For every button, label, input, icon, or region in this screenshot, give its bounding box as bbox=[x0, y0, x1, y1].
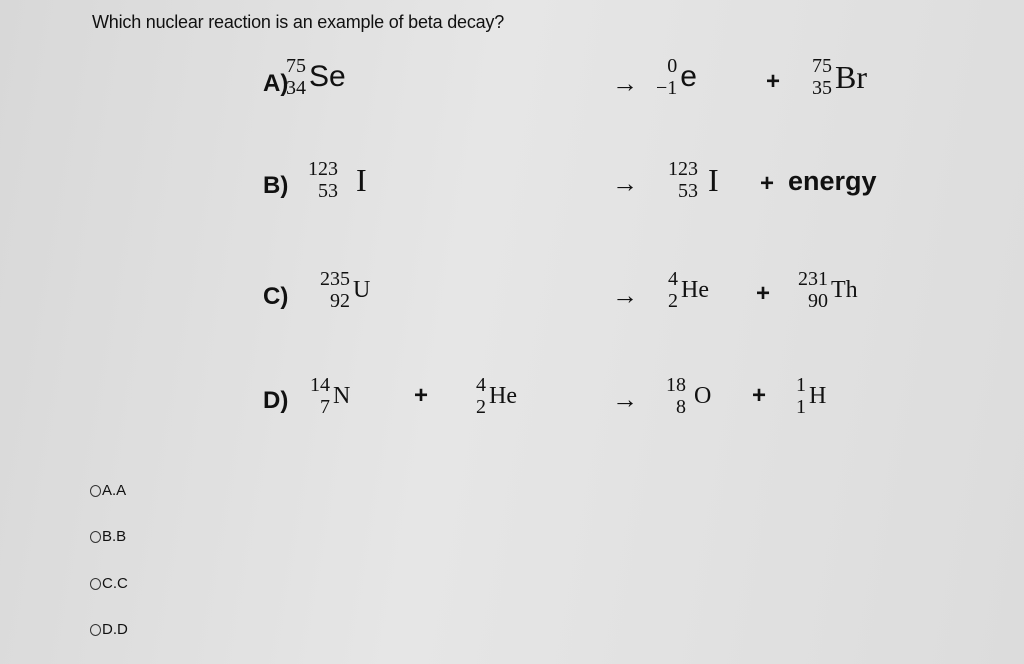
mass-number: 18 bbox=[666, 374, 686, 396]
atomic-number: 34 bbox=[286, 77, 306, 99]
element-symbol: O bbox=[694, 382, 712, 409]
atomic-number: 92 bbox=[330, 290, 350, 312]
plus-sign: + bbox=[414, 382, 429, 409]
element-symbol: N bbox=[333, 382, 351, 409]
mass-number: 123 bbox=[308, 158, 338, 180]
mass-number: 75 bbox=[286, 55, 306, 77]
nuclide-i-123 bbox=[308, 158, 367, 202]
reaction-letter-a: A) bbox=[263, 70, 289, 97]
choice-label: C.C bbox=[102, 575, 128, 592]
plus-sign: + bbox=[760, 170, 775, 197]
answer-choice-b[interactable] bbox=[90, 528, 126, 545]
plus-sign: + bbox=[766, 68, 781, 95]
element-symbol: e bbox=[680, 60, 697, 93]
plus-sign: + bbox=[756, 280, 771, 307]
answer-choice-c[interactable] bbox=[90, 575, 128, 592]
nuclide-br-75 bbox=[812, 55, 867, 99]
mass-number: 123 bbox=[668, 158, 698, 180]
nuclide-u-235 bbox=[320, 268, 370, 312]
radio-button[interactable] bbox=[90, 485, 101, 497]
atomic-number: 90 bbox=[808, 290, 828, 312]
answer-choice-a[interactable] bbox=[90, 482, 126, 499]
reaction-arrow: → bbox=[612, 168, 638, 198]
element-symbol: Th bbox=[831, 276, 858, 303]
atomic-number: 2 bbox=[476, 396, 486, 418]
radio-button[interactable] bbox=[90, 624, 101, 636]
nuclide-electron bbox=[656, 55, 697, 99]
question-text: Which nuclear reaction is an example of beta decay? bbox=[92, 12, 505, 32]
element-symbol: I bbox=[356, 161, 367, 198]
atomic-number: 53 bbox=[318, 180, 338, 202]
atomic-number: 35 bbox=[812, 77, 832, 99]
mass-number: 1 bbox=[796, 374, 806, 396]
reaction-arrow: → bbox=[612, 68, 638, 98]
reaction-letter-b: B) bbox=[263, 172, 289, 199]
answer-choice-d[interactable] bbox=[90, 621, 128, 638]
atomic-number: 7 bbox=[320, 396, 330, 418]
reaction-letter-d: D) bbox=[263, 387, 289, 414]
atomic-number: 8 bbox=[676, 396, 686, 418]
energy-label: energy bbox=[788, 166, 877, 196]
nuclide-th-231 bbox=[798, 268, 858, 312]
nuclide-i-123-product bbox=[668, 158, 719, 202]
element-symbol: H bbox=[809, 382, 827, 409]
element-symbol: Se bbox=[309, 60, 346, 93]
plus-sign: + bbox=[752, 382, 767, 409]
element-symbol: He bbox=[681, 276, 709, 303]
mass-number: 4 bbox=[668, 268, 678, 290]
mass-number: 4 bbox=[476, 374, 486, 396]
element-symbol: I bbox=[708, 161, 719, 198]
element-symbol: He bbox=[489, 382, 517, 409]
nuclide-he-4-reactant bbox=[476, 374, 517, 418]
element-symbol: Br bbox=[835, 58, 867, 95]
mass-number: 235 bbox=[320, 268, 350, 290]
mass-number: 75 bbox=[812, 55, 832, 77]
atomic-number: 53 bbox=[678, 180, 698, 202]
radio-button[interactable] bbox=[90, 578, 101, 590]
mass-number: 231 bbox=[798, 268, 828, 290]
nuclide-h-1 bbox=[796, 374, 826, 418]
element-symbol: U bbox=[353, 276, 371, 303]
nuclide-o-18 bbox=[666, 374, 711, 418]
reaction-letter-c: C) bbox=[263, 283, 289, 310]
nuclide-he-4 bbox=[668, 268, 709, 312]
choice-label: B.B bbox=[102, 528, 127, 545]
reaction-arrow: → bbox=[612, 384, 638, 414]
mass-number: 14 bbox=[310, 374, 330, 396]
atomic-number: 2 bbox=[668, 290, 678, 312]
atomic-number: −1 bbox=[656, 77, 678, 99]
atomic-number: 1 bbox=[796, 396, 806, 418]
mass-number: 0 bbox=[667, 55, 678, 77]
reaction-arrow: → bbox=[612, 280, 638, 310]
nuclide-n-14 bbox=[310, 374, 350, 418]
nuclide-se-75 bbox=[286, 55, 346, 99]
radio-button[interactable] bbox=[90, 531, 101, 543]
choice-label: D.D bbox=[102, 621, 128, 638]
choice-label: A.A bbox=[102, 482, 127, 499]
